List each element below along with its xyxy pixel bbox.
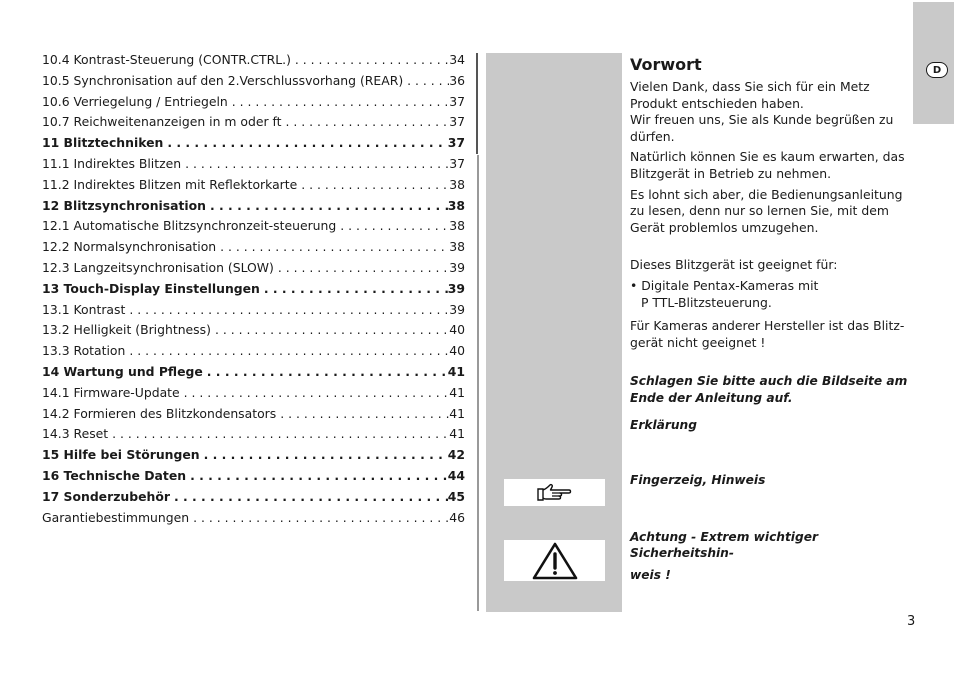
toc-leader-dots — [181, 156, 449, 171]
toc-leader-dots — [186, 468, 448, 483]
toc-leader-dots — [108, 426, 449, 441]
warning-legend-label-1: Achtung - Extrem wichtiger Sicherheitshin- — [630, 529, 818, 561]
toc-leader-dots — [189, 510, 449, 525]
toc-entry-title: 13 Touch-Display Einstellungen — [42, 280, 260, 296]
toc-entry — [42, 177, 465, 198]
toc-entry-title: 14.1 Firmware-Update — [42, 384, 180, 400]
legend-heading: Erklärung — [630, 417, 697, 432]
toc-leader-dots — [206, 198, 448, 213]
toc-entry-title: 14.2 Formieren des Blitzkondensators — [42, 405, 277, 421]
table-of-contents — [42, 52, 465, 530]
toc-leader-dots — [282, 114, 450, 129]
toc-entry-title: 16 Technische Daten — [42, 467, 187, 483]
preface-column — [630, 55, 910, 583]
toc-entry-page: 39 — [447, 280, 465, 296]
toc-entry-page: 44 — [447, 467, 465, 483]
toc-entry-title: 13.3 Rotation — [42, 343, 126, 359]
toc-leader-dots — [336, 218, 449, 233]
symbol-sidebar — [486, 53, 622, 612]
toc-entry-title: 10.4 Kontrast-Steuerung (CONTR.CTRL.) — [42, 52, 291, 67]
preface-paragraph-3: Natürlich können Sie es kaum erwarten, das Blitzgerät in Betrieb zu nehmen. — [630, 149, 905, 181]
column-divider-bottom — [477, 155, 479, 611]
toc-leader-dots — [216, 239, 449, 254]
toc-entry — [42, 52, 465, 73]
warning-triangle-icon — [532, 542, 578, 580]
toc-entry — [42, 218, 465, 239]
toc-entry-title: 11.1 Indirektes Blitzen — [42, 155, 182, 171]
toc-entry — [42, 114, 465, 135]
toc-leader-dots — [170, 489, 448, 504]
toc-entry-page: 41 — [447, 363, 465, 379]
toc-entry — [42, 343, 465, 364]
toc-entry — [42, 260, 465, 281]
toc-entry-title: 17 Sonderzubehör — [42, 488, 170, 504]
toc-leader-dots — [163, 135, 447, 150]
toc-entry-page: 39 — [449, 301, 465, 317]
toc-entry — [42, 135, 465, 156]
toc-leader-dots — [125, 302, 449, 317]
toc-entry-page: 38 — [449, 218, 465, 234]
toc-leader-dots — [260, 281, 448, 296]
toc-entry-page: 41 — [449, 426, 465, 442]
toc-leader-dots — [297, 177, 449, 192]
hint-symbol-box — [504, 479, 605, 506]
toc-entry — [42, 302, 465, 323]
toc-entry-page: 42 — [447, 447, 465, 463]
toc-entry-title: 14 Wartung und Pflege — [42, 363, 203, 379]
toc-entry-page: 40 — [449, 343, 465, 359]
toc-entry-page: 40 — [449, 322, 465, 338]
toc-leader-dots — [228, 94, 449, 109]
toc-entry-title: 10.6 Verriegelung / Entriegeln — [42, 93, 228, 109]
toc-entry-page: 34 — [449, 52, 465, 67]
toc-entry-page: 38 — [449, 176, 465, 192]
toc-entry-page: 37 — [449, 155, 465, 171]
language-badge: D — [926, 62, 948, 78]
toc-entry-page: 46 — [449, 509, 465, 525]
column-divider-top — [476, 53, 478, 154]
toc-leader-dots — [291, 52, 449, 67]
toc-entry-title: 14.3 Reset — [42, 426, 109, 442]
toc-entry-title: 12.2 Normalsynchronisation — [42, 239, 217, 255]
suitability-bullet-cont: P TTL-Blitzsteuerung. — [641, 294, 772, 310]
toc-entry-title: 12 Blitzsynchronisation — [42, 197, 207, 213]
toc-entry — [42, 510, 465, 531]
toc-leader-dots — [274, 260, 449, 275]
toc-entry-title: 12.1 Automatische Blitzsynchronzeit-steuerung — [42, 218, 337, 234]
toc-entry-title: 13.1 Kontrast — [42, 301, 126, 317]
toc-entry-title: 10.7 Reichweitenanzeigen in m oder ft — [42, 114, 282, 130]
toc-entry-page: 41 — [449, 405, 465, 421]
warning-symbol-box — [504, 540, 605, 581]
toc-leader-dots — [403, 73, 449, 88]
pointing-hand-icon — [535, 483, 575, 503]
toc-entry — [42, 489, 465, 510]
toc-entry-page: 36 — [449, 72, 465, 88]
toc-entry-title: 12.3 Langzeitsynchronisation (SLOW) — [42, 259, 274, 275]
toc-entry-page: 39 — [449, 259, 465, 275]
toc-entry — [42, 94, 465, 115]
toc-entry — [42, 426, 465, 447]
toc-entry — [42, 406, 465, 427]
toc-entry-page: 45 — [447, 488, 465, 504]
toc-leader-dots — [125, 343, 449, 358]
toc-leader-dots — [200, 447, 448, 462]
toc-entry-title: 11.2 Indirektes Blitzen mit Reflektorkarte — [42, 176, 298, 192]
toc-leader-dots — [203, 364, 448, 379]
toc-entry-page: 37 — [449, 114, 465, 130]
toc-entry — [42, 281, 465, 302]
page-number: 3 — [907, 614, 916, 629]
toc-entry — [42, 364, 465, 385]
toc-entry — [42, 239, 465, 260]
toc-leader-dots — [211, 322, 449, 337]
toc-entry — [42, 385, 465, 406]
toc-entry — [42, 198, 465, 219]
toc-leader-dots — [276, 406, 449, 421]
toc-entry — [42, 447, 465, 468]
toc-entry — [42, 73, 465, 94]
hint-legend-label: Fingerzeig, Hinweis — [630, 473, 766, 488]
toc-entry-title: Garantiebestimmungen — [42, 509, 190, 525]
preface-paragraph-1: Vielen Dank, dass Sie sich für ein Metz Produkt entschieden haben. — [630, 79, 870, 111]
toc-entry-title: 13.2 Helligkeit (Brightness) — [42, 322, 211, 338]
preface-heading: Vorwort — [630, 55, 702, 74]
toc-entry — [42, 156, 465, 177]
toc-entry-page: 38 — [447, 197, 465, 213]
toc-entry-title: 11 Blitztechniken — [42, 135, 164, 151]
toc-entry-page: 37 — [447, 135, 465, 151]
toc-leader-dots — [180, 385, 450, 400]
image-page-note: Schlagen Sie bitte auch die Bildseite am Ende der Anleitung auf. — [630, 374, 908, 405]
warning-legend-label-2: weis ! — [630, 567, 671, 582]
toc-entry — [42, 468, 465, 489]
preface-paragraph-2: Wir freuen uns, Sie als Kunde begrüßen zu dürfen. — [630, 112, 894, 144]
toc-entry-title: 10.5 Synchronisation auf den 2.Verschlussvorhang (REAR) — [42, 72, 404, 88]
preface-paragraph-4: Es lohnt sich aber, die Bedienungsanleitung zu lesen, denn nur so lernen Sie, mit dem Gerät problemlos umzugehen. — [630, 186, 903, 235]
toc-entry — [42, 322, 465, 343]
toc-entry-page: 41 — [449, 384, 465, 400]
toc-entry-page: 38 — [449, 239, 465, 255]
toc-entry-page: 37 — [449, 93, 465, 109]
suitability-intro: Dieses Blitzgerät ist geeignet für: — [630, 257, 838, 273]
other-cameras-note: Für Kameras anderer Hersteller ist das Blitz-gerät nicht geeignet ! — [630, 318, 905, 350]
suitability-bullet: • Digitale Pentax-Kameras mit — [630, 277, 819, 293]
toc-entry-title: 15 Hilfe bei Störungen — [42, 447, 200, 463]
